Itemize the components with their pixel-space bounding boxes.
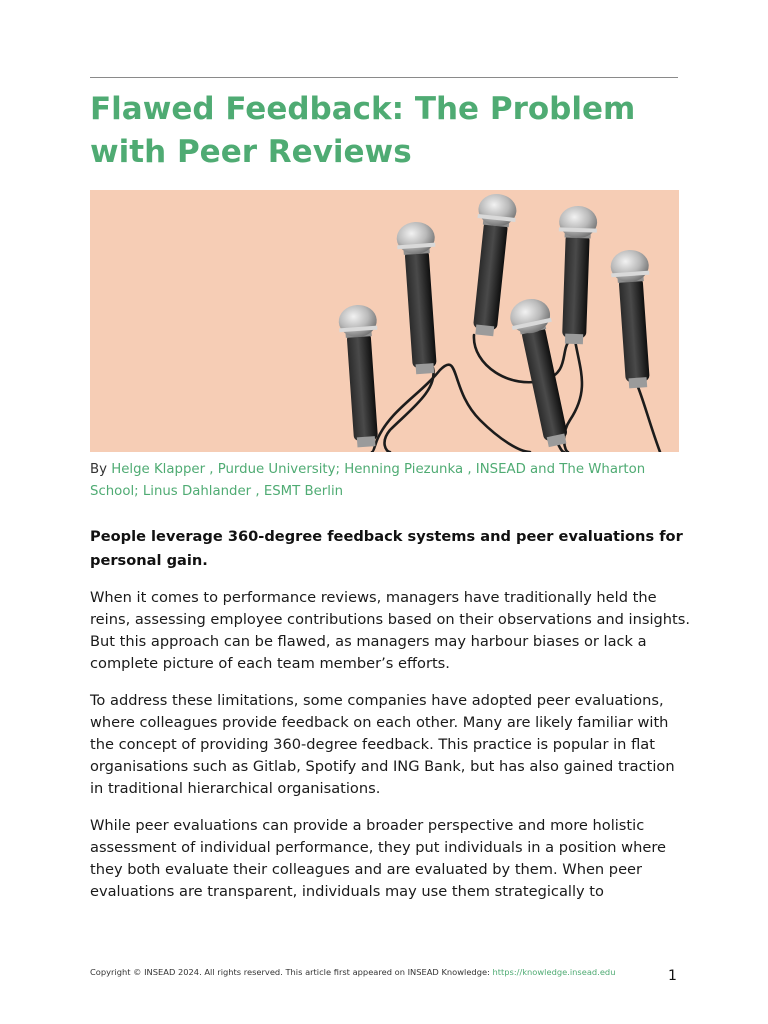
top-rule [90, 77, 678, 78]
paragraph-2: To address these limitations, some companies have adopted peer evaluations, where colleagues provide feedback on each other. Many are likely familiar with the concept of providing 360-degree feedback. This practice is popular in flat organisations such as Gitlab, Spotify and ING Bank, but has also gained traction in traditional hierarchical organisations. [90, 692, 675, 797]
microphones-illustration [90, 190, 679, 452]
byline-prefix: By [90, 462, 112, 477]
microphone-3 [465, 192, 518, 337]
copyright-text: Copyright © INSEAD 2024. All rights reserved. This article first appeared on INSEAD Knowledge: [90, 967, 493, 977]
hero-image [90, 190, 679, 452]
microphone-5 [610, 249, 658, 389]
page-footer [90, 966, 650, 978]
paragraph-1: When it comes to performance reviews, managers have traditionally held the reins, assessing employee contributions based on their observations and insights. But this approach can be flawed, as managers may harbour biases or lack a complete picture of each team member’s efforts. [90, 589, 690, 672]
insead-knowledge-link[interactable]: https://knowledge.insead.edu [492, 967, 616, 977]
page-number: 1 [668, 968, 677, 984]
article-title: Flawed Feedback: The Problem with Peer Reviews [90, 91, 636, 170]
article-lede: People leverage 360-degree feedback systems and peer evaluations for personal gain. [90, 528, 683, 569]
paragraph-3: While peer evaluations can provide a broader perspective and more holistic assessment of individual performance, they put individuals in a position where they both evaluate their colleagues and are evaluated by them. When peer evaluations are transparent, individuals may use them strategically to [90, 817, 667, 900]
microphone-2 [396, 221, 445, 375]
byline [90, 459, 680, 503]
microphone-4 [555, 205, 598, 344]
byline-authors-link[interactable]: Helge Klapper , Purdue University; Henning Piezunka , INSEAD and The Wharton School; Linus Dahlander , ESMT Berlin [90, 462, 646, 499]
microphone-1 [338, 304, 386, 448]
